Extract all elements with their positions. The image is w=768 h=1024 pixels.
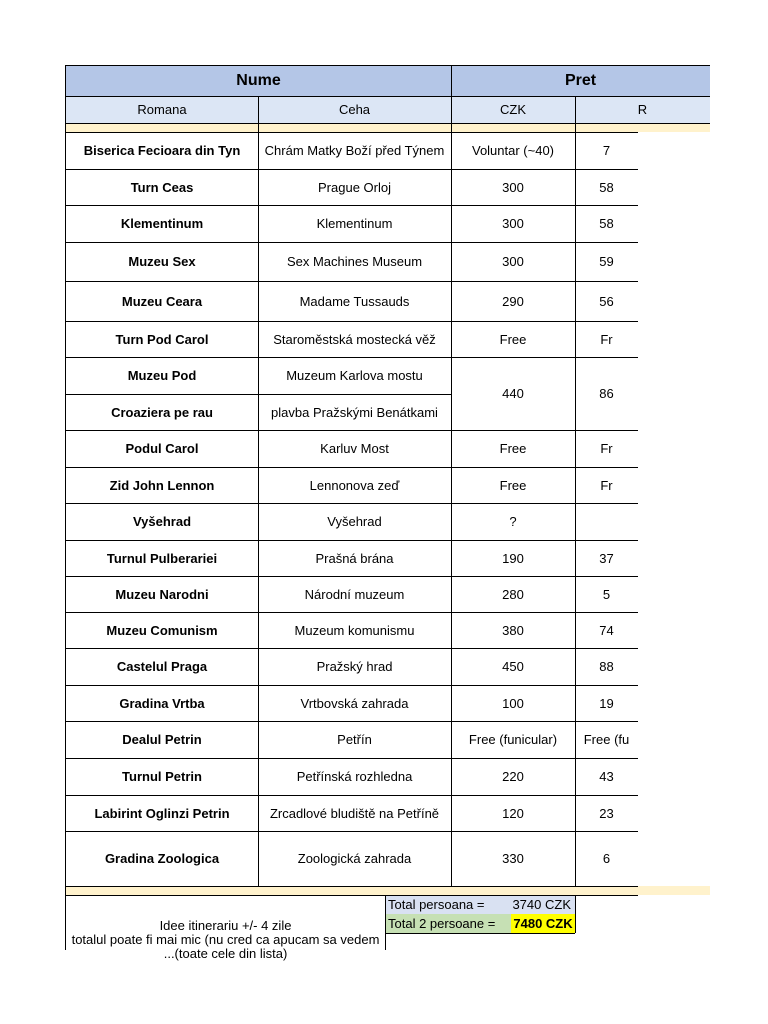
cell-czk[interactable]: 290 xyxy=(502,293,524,309)
cell-col4[interactable]: 58 xyxy=(599,179,614,195)
grid-hline xyxy=(65,758,638,759)
cell-col4[interactable]: 88 xyxy=(599,659,614,674)
cell-ceha[interactable]: Klementinum xyxy=(316,216,393,231)
cell-ceha[interactable]: Petřín xyxy=(337,732,372,747)
cell-czk[interactable]: 300 xyxy=(502,179,524,195)
cell-col4[interactable]: 5 xyxy=(602,586,611,602)
grid-hline xyxy=(65,430,638,431)
cell-romana[interactable]: Croaziera pe rau xyxy=(111,404,213,420)
grid-hline xyxy=(65,540,638,541)
cell-czk[interactable]: 380 xyxy=(502,622,524,638)
cell-col4[interactable]: 59 xyxy=(599,254,614,269)
cell-romana[interactable]: Turnul Pulberariei xyxy=(106,550,218,566)
cell-col4[interactable]: 58 xyxy=(599,216,614,231)
cell-col4[interactable]: Free (fu xyxy=(583,732,630,747)
cell-czk[interactable]: Free xyxy=(499,331,527,347)
cell-romana[interactable]: Podul Carol xyxy=(125,441,199,456)
cell-ceha[interactable]: Pražský hrad xyxy=(316,659,393,674)
header-pret[interactable]: Pret xyxy=(451,66,710,96)
cell-czk[interactable]: 120 xyxy=(502,805,524,821)
grid-hline xyxy=(65,503,638,504)
grid-hline xyxy=(65,357,638,358)
grid-hline xyxy=(65,895,638,896)
cell-ceha[interactable]: Lennonova zeď xyxy=(309,477,400,493)
cell-romana[interactable]: Muzeu Pod xyxy=(127,368,197,383)
total-doua-value[interactable]: 7480 CZK xyxy=(511,914,575,933)
grid-vline xyxy=(65,65,66,950)
cell-czk[interactable]: ? xyxy=(509,514,517,529)
cell-romana[interactable]: Labirint Oglinzi Petrin xyxy=(94,805,230,821)
cell-romana[interactable]: Zid John Lennon xyxy=(109,477,215,493)
cell-czk[interactable]: 280 xyxy=(502,586,524,602)
cell-czk[interactable]: 300 xyxy=(502,216,524,231)
grid-hline xyxy=(65,831,638,832)
cell-czk[interactable]: Free xyxy=(499,441,527,456)
grid-hline xyxy=(65,132,638,133)
total-persoana-value[interactable]: 3740 CZK xyxy=(503,895,575,914)
note-line-1: Idee itinerariu +/- 4 zile xyxy=(159,918,292,933)
cell-col4[interactable]: Fr xyxy=(600,331,613,347)
cell-romana[interactable]: Gradina Vrtba xyxy=(119,695,205,711)
cell-ceha[interactable]: Muzeum komunismu xyxy=(294,622,415,638)
grid-vline xyxy=(575,96,576,886)
grid-hline xyxy=(65,467,638,468)
cell-ceha[interactable]: Prague Orloj xyxy=(318,179,391,195)
grid-hline xyxy=(65,612,638,613)
cell-romana[interactable]: Muzeu Ceara xyxy=(121,293,203,309)
grid-vline xyxy=(575,895,576,933)
cell-romana[interactable]: Turn Ceas xyxy=(130,179,194,195)
grid-hline xyxy=(451,65,710,66)
cell-col4[interactable] xyxy=(575,503,638,540)
header-czk[interactable]: CZK xyxy=(451,96,575,123)
cell-ceha[interactable]: Madame Tussauds xyxy=(299,293,410,309)
cell-romana[interactable]: Turn Pod Carol xyxy=(115,331,209,347)
grid-hline xyxy=(65,721,638,722)
cell-col4[interactable]: 7 xyxy=(602,143,611,158)
cell-czk[interactable]: Free (funicular) xyxy=(468,732,558,747)
cell-romana[interactable]: Muzeu Sex xyxy=(128,254,196,269)
cell-romana[interactable]: Vyšehrad xyxy=(132,514,192,529)
cell-ceha[interactable]: Karluv Most xyxy=(320,441,389,456)
merged-col4-muzeu-pod[interactable]: 86 xyxy=(599,386,614,401)
cell-romana[interactable]: Biserica Fecioara din Tyn xyxy=(83,143,241,158)
cell-czk[interactable]: 190 xyxy=(502,550,524,566)
grid-hline xyxy=(65,795,638,796)
cell-ceha[interactable]: Národní muzeum xyxy=(304,586,405,602)
cell-col4[interactable]: 19 xyxy=(599,695,614,711)
cell-col4[interactable]: Fr xyxy=(600,441,613,456)
cell-czk[interactable]: Voluntar (~40) xyxy=(471,143,555,158)
cell-col4[interactable]: 56 xyxy=(599,293,614,309)
note-line-2: totalul poate fi mai mic (nu cred ca apucam sa vedem xyxy=(71,932,380,947)
cell-czk[interactable]: Free xyxy=(499,477,527,493)
cell-romana[interactable]: Muzeu Narodni xyxy=(115,586,209,602)
cell-romana[interactable]: Muzeu Comunism xyxy=(106,622,218,638)
cell-col4[interactable]: 37 xyxy=(599,550,614,566)
cell-col4[interactable]: Fr xyxy=(600,477,613,493)
total-doua-label[interactable]: Total 2 persoane = xyxy=(385,914,511,933)
grid-hline xyxy=(65,169,638,170)
grid-hline xyxy=(65,96,710,97)
cell-ceha[interactable]: Prašná brána xyxy=(315,550,394,566)
grid-hline xyxy=(65,242,638,243)
itinerary-note[interactable] xyxy=(66,918,385,961)
grid-hline xyxy=(65,123,710,124)
cell-ceha[interactable]: Staroměstská mostecká věž xyxy=(273,331,436,347)
cell-czk[interactable]: 300 xyxy=(502,254,524,269)
grid-hline xyxy=(65,394,451,395)
cell-ceha[interactable]: Sex Machines Museum xyxy=(286,254,423,269)
header-romana[interactable]: Romana xyxy=(66,96,258,123)
cell-ceha[interactable]: Chrám Matky Boží před Týnem xyxy=(264,143,445,158)
cell-ceha[interactable]: Vrtbovská zahrada xyxy=(300,695,409,711)
cell-ceha[interactable]: Muzeum Karlova mostu xyxy=(286,368,423,383)
cell-czk[interactable]: 220 xyxy=(502,769,524,784)
cell-col4[interactable]: 74 xyxy=(599,622,614,638)
grid-vline xyxy=(258,96,259,886)
cell-czk[interactable]: 450 xyxy=(502,659,524,674)
spacer-row-bottom xyxy=(66,886,710,895)
cell-czk[interactable]: 100 xyxy=(502,695,524,711)
header-ceha[interactable]: Ceha xyxy=(258,96,451,123)
grid-vline xyxy=(451,65,452,886)
grid-vline xyxy=(385,895,386,950)
cell-romana[interactable]: Turnul Petrin xyxy=(122,769,202,784)
grid-hline xyxy=(65,65,451,66)
total-persoana-label[interactable]: Total persoana = xyxy=(385,895,503,914)
spacer-row-top xyxy=(66,123,710,132)
cell-ceha[interactable]: Zrcadlové bludiště na Petříně xyxy=(269,805,440,821)
merged-czk-muzeu-pod[interactable]: 440 xyxy=(502,386,524,401)
grid-hline xyxy=(65,321,638,322)
grid-hline xyxy=(65,205,638,206)
cell-col4[interactable]: 6 xyxy=(602,851,611,866)
header-nume[interactable]: Nume xyxy=(66,66,451,96)
cell-col4[interactable]: 43 xyxy=(599,769,614,784)
cell-romana[interactable]: Castelul Praga xyxy=(116,659,208,674)
grid-hline xyxy=(65,576,638,577)
cell-ceha[interactable]: Petřínská rozhledna xyxy=(296,769,413,784)
grid-hline xyxy=(65,648,638,649)
cell-ceha[interactable]: Vyšehrad xyxy=(327,514,382,529)
cell-romana[interactable]: Klementinum xyxy=(120,216,204,231)
cell-romana[interactable]: Dealul Petrin xyxy=(122,732,202,747)
cell-romana[interactable]: Gradina Zoologica xyxy=(104,851,220,866)
grid-hline xyxy=(385,933,575,934)
grid-hline xyxy=(65,685,638,686)
cell-czk[interactable]: 330 xyxy=(502,851,524,866)
cell-col4[interactable]: 23 xyxy=(599,805,614,821)
cell-ceha[interactable]: Zoologická zahrada xyxy=(297,851,412,866)
note-line-3: ...(toate cele din lista) xyxy=(163,946,288,961)
grid-hline xyxy=(65,281,638,282)
header-col4[interactable]: R xyxy=(575,96,710,123)
cell-ceha[interactable]: plavba Pražskými Benátkami xyxy=(271,404,438,420)
grid-hline xyxy=(65,886,638,887)
